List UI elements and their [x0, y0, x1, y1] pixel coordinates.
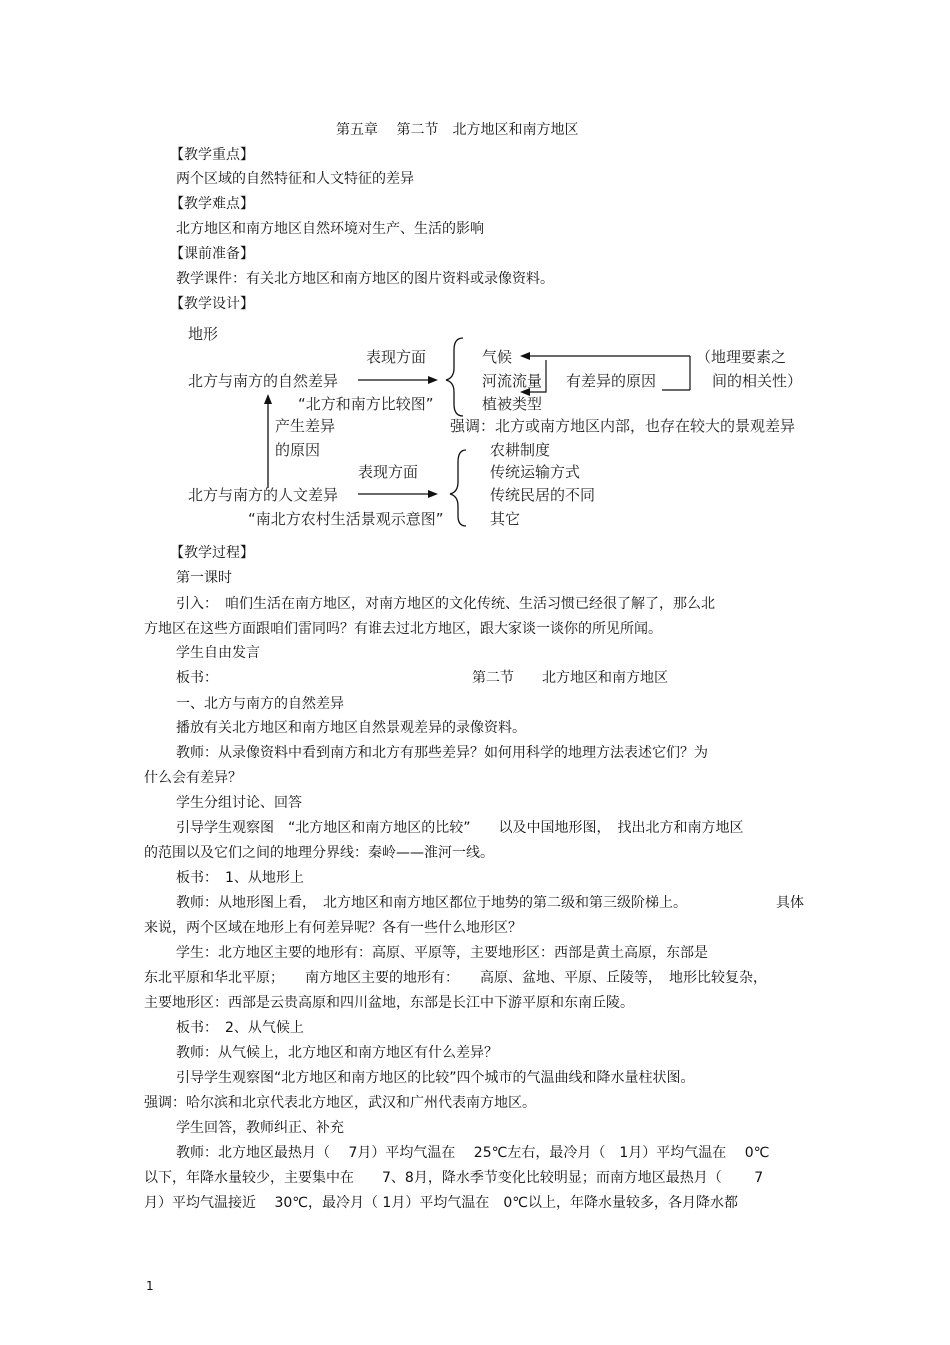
diagram-others: 其它 [490, 510, 521, 528]
board-title: 第二节 北方地区和南方地区 [472, 670, 668, 686]
design-heading: 【教学设计】 [170, 296, 254, 312]
body-line: 引导学生观察图“北方地区和南方地区的比较”四个城市的气温曲线和降水量柱状图。 [176, 1070, 695, 1086]
body-line: 方地区在这些方面跟咱们雷同吗？有谁去过北方地区，跟大家谈一谈你的所见所闻。 [144, 621, 662, 637]
body-line: 什么会有差异？ [144, 770, 242, 786]
difficulty-text: 北方地区和南方地区自然环境对生产、生活的影响 [176, 221, 484, 237]
prep-heading: 【课前准备】 [170, 246, 254, 262]
section-heading: 一、北方与南方的自然差异 [176, 696, 344, 712]
diagram-produce-diff-1: 产生差异 [275, 417, 336, 435]
diagram-natural-figure: “北方和南方比较图” [298, 395, 434, 413]
body-line: 月）平均气温接近 30℃，最冷月（ 1月）平均气温在 0℃以上，年降水量较多，各月降水都 [144, 1195, 738, 1211]
body-line: 学生回答，教师纠正、补充 [176, 1120, 344, 1136]
diagram-climate: 气候 [482, 348, 513, 366]
body-line: 主要地形区：西部是云贵高原和四川盆地，东部是长江中下游平原和东南丘陵。 [144, 995, 634, 1011]
diagram-human-figure: “南北方农村生活景观示意图” [248, 510, 444, 528]
diagram-farming: 农耕制度 [490, 441, 551, 459]
body-line: 板书： 2、从气候上 [176, 1020, 304, 1036]
diagram-housing: 传统民居的不同 [490, 486, 596, 504]
body-line: 教师：从地形图上看， 北方地区和南方地区都位于地势的第二级和第三级阶梯上。 [176, 895, 687, 911]
diagram-performance-2: 表现方面 [358, 463, 419, 481]
body-line: 学生自由发言 [176, 645, 260, 661]
body-line: 引入： 咱们生活在南方地区，对南方地区的文化传统、生活习惯已经很了解了，那么北 [176, 596, 715, 612]
body-line: 东北平原和华北平原； 南方地区主要的地形有： 高原、盆地、平原、丘陵等， 地形比较复杂， [144, 970, 767, 986]
body-line: 第一课时 [176, 570, 232, 586]
key-points-heading: 【教学重点】 [170, 147, 254, 163]
process-heading: 【教学过程】 [170, 545, 254, 561]
key-points-text: 两个区域的自然特征和人文特征的差异 [176, 171, 414, 187]
body-line: 播放有关北方地区和南方地区自然景观差异的录像资料。 [176, 720, 526, 736]
difficulty-heading: 【教学难点】 [170, 196, 254, 212]
body-line: 教师：北方地区最热月（ 7月）平均气温在 25℃左右，最冷月（ 1月）平均气温在 0℃ [176, 1145, 770, 1161]
body-line: 教师：从录像资料中看到南方和北方有那些差异？如何用科学的地理方法表述它们？为 [176, 745, 708, 761]
body-line: 板书： 1、从地形上 [176, 870, 304, 886]
body-line: 学生：北方地区主要的地形有：高原、平原等，主要地形区：西部是黄土高原，东部是 [176, 945, 708, 961]
diagram-emphasis: 强调：北方或南方地区内部，也存在较大的景观差异 [450, 417, 796, 435]
diagram-geo-relation-1: （地理要素之 [696, 348, 787, 366]
body-line: 强调：哈尔滨和北京代表北方地区，武汉和广州代表南方地区。 [144, 1095, 536, 1111]
diagram-transport: 传统运输方式 [490, 463, 581, 481]
diagram-reason-of-diff: 有差异的原因 [566, 372, 657, 390]
body-line: 具体 [776, 895, 804, 911]
diagram-vegetation: 植被类型 [482, 395, 543, 413]
diagram-terrain: 地形 [188, 325, 219, 343]
diagram-human-diff: 北方与南方的人文差异 [188, 486, 339, 504]
body-line: 以下，年降水量较少，主要集中在 7、8月，降水季节变化比较明显；而南方地区最热月（ 7 [144, 1170, 764, 1186]
body-line: 来说，两个区域在地形上有何差异呢？各有一些什么地形区？ [144, 920, 522, 936]
diagram-rivers: 河流流量 [482, 372, 543, 390]
body-line: 学生分组讨论、回答 [176, 795, 302, 811]
diagram-geo-relation-2: 间的相关性） [712, 372, 803, 390]
diagram-natural-diff: 北方与南方的自然差异 [188, 372, 339, 390]
diagram-performance-1: 表现方面 [366, 348, 427, 366]
page-title: 第五章 第二节 北方地区和南方地区 [336, 122, 579, 138]
board-label: 板书： [176, 670, 218, 686]
body-line: 的范围以及它们之间的地理分界线：秦岭——淮河一线。 [144, 845, 494, 861]
body-line: 教师：从气候上，北方地区和南方地区有什么差异？ [176, 1045, 498, 1061]
page-number: 1 [146, 1279, 154, 1293]
diagram-produce-diff-2: 的原因 [275, 441, 321, 459]
prep-text: 教学课件：有关北方地区和南方地区的图片资料或录像资料。 [176, 271, 554, 287]
body-line: 引导学生观察图 “北方地区和南方地区的比较” 以及中国地形图， 找出北方和南方地区 [176, 820, 744, 836]
